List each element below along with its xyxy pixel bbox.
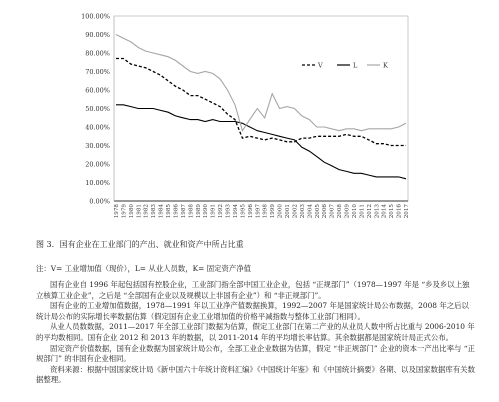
x-tick-label: 2008	[337, 204, 344, 219]
y-tick-label: 20.00%	[85, 160, 110, 169]
x-tick-label: 1986	[173, 204, 180, 219]
x-tick-label: 2014	[381, 204, 388, 219]
body-text	[36, 280, 476, 386]
x-tick-label: 2009	[344, 204, 351, 219]
x-tick-label: 1979	[121, 204, 128, 219]
legend-label-K: K	[383, 61, 388, 70]
x-tick-label: 2011	[359, 204, 366, 219]
x-tick-label: 1983	[151, 204, 158, 219]
legend-label-V: V	[318, 61, 323, 70]
x-tick-label: 1994	[232, 204, 239, 219]
y-tick-label: 80.00%	[85, 49, 110, 58]
y-tick-label: 60.00%	[85, 86, 110, 95]
y-tick-label: 70.00%	[85, 68, 110, 76]
plot-area-border	[114, 16, 408, 201]
figure-note: 注：V= 工业增加值（现价），L= 从业人员数，K= 固定资产净值	[36, 264, 252, 273]
x-tick-label: 1989	[195, 204, 202, 219]
y-tick-label: 0.00%	[89, 197, 110, 206]
series-line-V	[116, 59, 406, 146]
x-tick-label: 1990	[203, 204, 210, 219]
figure-chart	[70, 8, 415, 228]
paragraph-scope: 国有企业自 1996 年起包括国有控股企业，工业部门指全部中国工业企业，包括 “正规部门”（1978—1997 年是 “乡及乡以上独立核算工业企业”，之后是 “全部国有企业以及规模以上非国有企业”）和 “非正规部门”。	[36, 280, 470, 300]
figure-caption: 图 3．国有企业在工业部门的产出、就业和资产中所占比重	[36, 240, 244, 249]
y-tick-label: 30.00%	[85, 142, 110, 150]
x-tick-label: 1996	[247, 204, 254, 219]
x-tick-label: 1987	[180, 204, 187, 219]
x-tick-label: 1993	[225, 204, 232, 219]
x-tick-label: 2001	[285, 204, 292, 219]
x-tick-label: 1984	[158, 204, 165, 219]
paragraph-value-added: 国有企业的工业增加值数据，1978—1991 年以工业净产值数据换算，1992—2007 年是国家统计局公布数据，2008 年之后以统计局公布的实际增长率数据估算（假定国有企业工业增加值的价格平减指数与整体工业部门相同）。	[36, 301, 469, 321]
x-tick-label: 2003	[299, 204, 306, 219]
x-tick-label: 1988	[188, 204, 195, 219]
y-tick-label: 10.00%	[85, 179, 110, 187]
x-tick-label: 1978	[114, 204, 120, 219]
x-tick-label: 2007	[329, 204, 336, 219]
paragraph-sources: 资料来源：根据中国国家统计局《新中国六十年统计资料汇编》《中国统计年鉴》和《中国统计摘要》各期、以及国家数据库有关数据整理。	[36, 364, 475, 385]
paragraph-employment: 从业人员数数据，2011—2017 年全部工业部门数据为估算，假定工业部门在第二产业的从业员人数中所占比重与 2006-2010 年的平均数相同。国有企业 2012 和 2013 年的数据，以 2011-2014 年的平均增长率估算。其余数据都是国家统计局正式公布。	[36, 322, 475, 342]
paragraph-fixed-assets: 固定资产价值数据，国有企业数据为国家统计局公布，全部工业企业数据为估算，假定 “非正规部门” 企业的资本一产出比率与 “正规部门” 的非国有企业相同。	[36, 343, 475, 364]
x-tick-label: 1982	[143, 204, 150, 219]
y-tick-label: 40.00%	[85, 123, 110, 132]
legend-label-L: L	[353, 61, 358, 70]
x-tick-label: 2000	[277, 204, 284, 219]
x-tick-label: 1992	[218, 204, 225, 219]
x-tick-label: 2012	[366, 204, 373, 219]
y-tick-label: 50.00%	[85, 105, 110, 113]
x-tick-label: 2013	[374, 204, 381, 219]
series-line-K	[116, 35, 406, 131]
x-tick-label: 1980	[128, 204, 135, 219]
line-chart	[70, 8, 415, 228]
x-tick-label: 1999	[270, 204, 277, 219]
x-tick-label: 2002	[292, 204, 299, 219]
x-tick-label: 2006	[322, 204, 329, 219]
x-tick-label: 2010	[351, 204, 358, 219]
y-tick-label: 100.00%	[81, 12, 110, 21]
x-tick-label: 1995	[240, 204, 247, 219]
x-tick-label: 2004	[307, 204, 314, 219]
x-tick-label: 2017	[404, 204, 410, 219]
series-line-L	[116, 105, 406, 179]
x-tick-label: 2016	[396, 204, 403, 219]
x-tick-label: 1985	[166, 204, 173, 219]
x-tick-label: 1981	[136, 204, 143, 219]
x-tick-label: 2005	[314, 204, 321, 219]
x-tick-label: 1997	[255, 204, 262, 219]
x-tick-label: 2015	[389, 204, 396, 219]
x-tick-label: 1998	[262, 204, 269, 219]
x-tick-label: 1991	[210, 204, 217, 219]
y-tick-label: 90.00%	[85, 31, 110, 39]
